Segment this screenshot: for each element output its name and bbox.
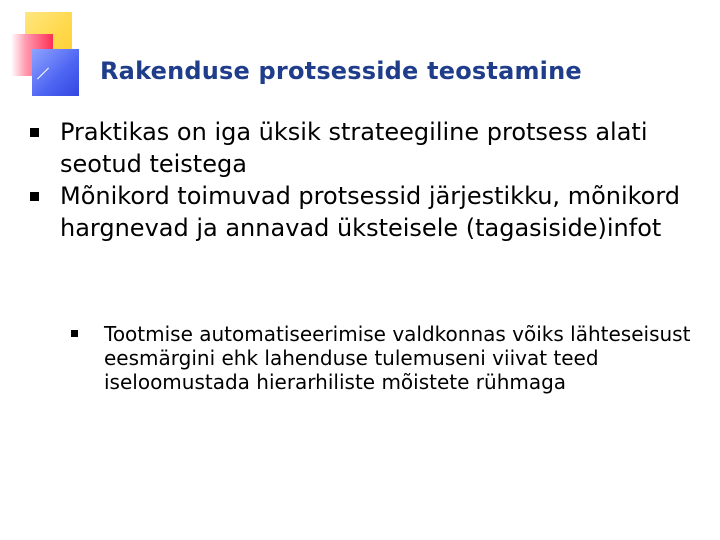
bullet-item — [30, 116, 710, 180]
square-bullet-icon — [71, 330, 78, 337]
square-bullet-icon — [30, 192, 39, 201]
bullet-text: Mõnikord toimuvad protsessid järjestikku, mõnikord hargnevad ja annavad üksteisele (tagasiside)infot — [60, 182, 681, 242]
sub-bullet-item — [71, 322, 711, 394]
bullet-item — [30, 180, 710, 244]
bullet-text: Praktikas on iga üksik strateegiline protsess alati seotud teistega — [60, 118, 648, 178]
sub-bullet-list — [71, 322, 711, 394]
square-bullet-icon — [30, 128, 39, 137]
decorative-blue-square — [32, 49, 79, 96]
sub-bullet-text: Tootmise automatiseerimise valdkonnas võiks lähteseisust eesmärgini ehk lahenduse tulemuseni viivat teed iseloomustada hierarhiliste mõistete rühmaga — [104, 322, 691, 394]
bullet-list — [30, 116, 710, 244]
slide-title: Rakenduse protsesside teostamine — [100, 57, 582, 85]
